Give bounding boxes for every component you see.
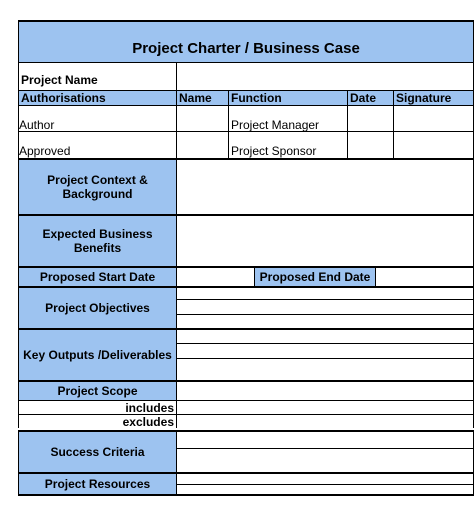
section-context-label: Project Context & Background <box>18 158 176 214</box>
section-objectives-label: Project Objectives <box>18 286 176 328</box>
auth-row-approved-name[interactable] <box>176 132 228 158</box>
charter-form <box>18 20 474 497</box>
form-title: Project Charter / Business Case <box>18 20 474 62</box>
scope-includes-field[interactable] <box>176 400 474 414</box>
section-success-label: Success Criteria <box>18 430 176 472</box>
section-scope-field[interactable] <box>176 380 474 400</box>
auth-header-name: Name <box>176 90 228 106</box>
resources-line-1 <box>176 484 474 485</box>
start-date-field[interactable] <box>176 266 254 286</box>
auth-header-authorisations: Authorisations <box>18 90 176 106</box>
auth-row-approved-date[interactable] <box>347 132 393 158</box>
section-benefits-label: Expected Business Benefits <box>18 214 176 266</box>
start-date-label: Proposed Start Date <box>18 266 176 286</box>
objectives-line-2 <box>176 314 474 315</box>
auth-row-author-name[interactable] <box>176 106 228 132</box>
scope-includes-label: includes <box>18 400 176 414</box>
scope-excludes-label: excludes <box>18 414 176 428</box>
section-benefits-field[interactable] <box>176 214 474 266</box>
project-name-field[interactable] <box>176 62 474 90</box>
section-objectives-field[interactable] <box>176 286 474 328</box>
success-line-1 <box>176 448 474 449</box>
auth-row-approved-role: Approved <box>18 132 176 158</box>
end-date-field[interactable] <box>375 266 474 286</box>
outputs-line-1 <box>176 343 474 344</box>
auth-row-author-function: Project Manager <box>228 106 347 132</box>
auth-header-function: Function <box>228 90 347 106</box>
end-date-label: Proposed End Date <box>254 266 375 286</box>
section-context-field[interactable] <box>176 158 474 214</box>
auth-header-date: Date <box>347 90 393 106</box>
section-success-field[interactable] <box>176 430 474 472</box>
auth-row-approved-signature[interactable] <box>393 132 474 158</box>
project-name-label: Project Name <box>18 62 176 90</box>
auth-row-approved-function: Project Sponsor <box>228 132 347 158</box>
section-outputs-field[interactable] <box>176 328 474 380</box>
outputs-line-2 <box>176 358 474 359</box>
objectives-line-1 <box>176 299 474 300</box>
section-resources-label: Project Resources <box>18 472 176 496</box>
auth-header-signature: Signature <box>393 90 474 106</box>
auth-row-author-role: Author <box>18 106 176 132</box>
scope-excludes-field[interactable] <box>176 414 474 428</box>
section-scope-label: Project Scope <box>18 380 176 400</box>
auth-row-author-signature[interactable] <box>393 106 474 132</box>
section-outputs-label: Key Outputs /Deliverables <box>18 328 176 380</box>
auth-row-author-date[interactable] <box>347 106 393 132</box>
